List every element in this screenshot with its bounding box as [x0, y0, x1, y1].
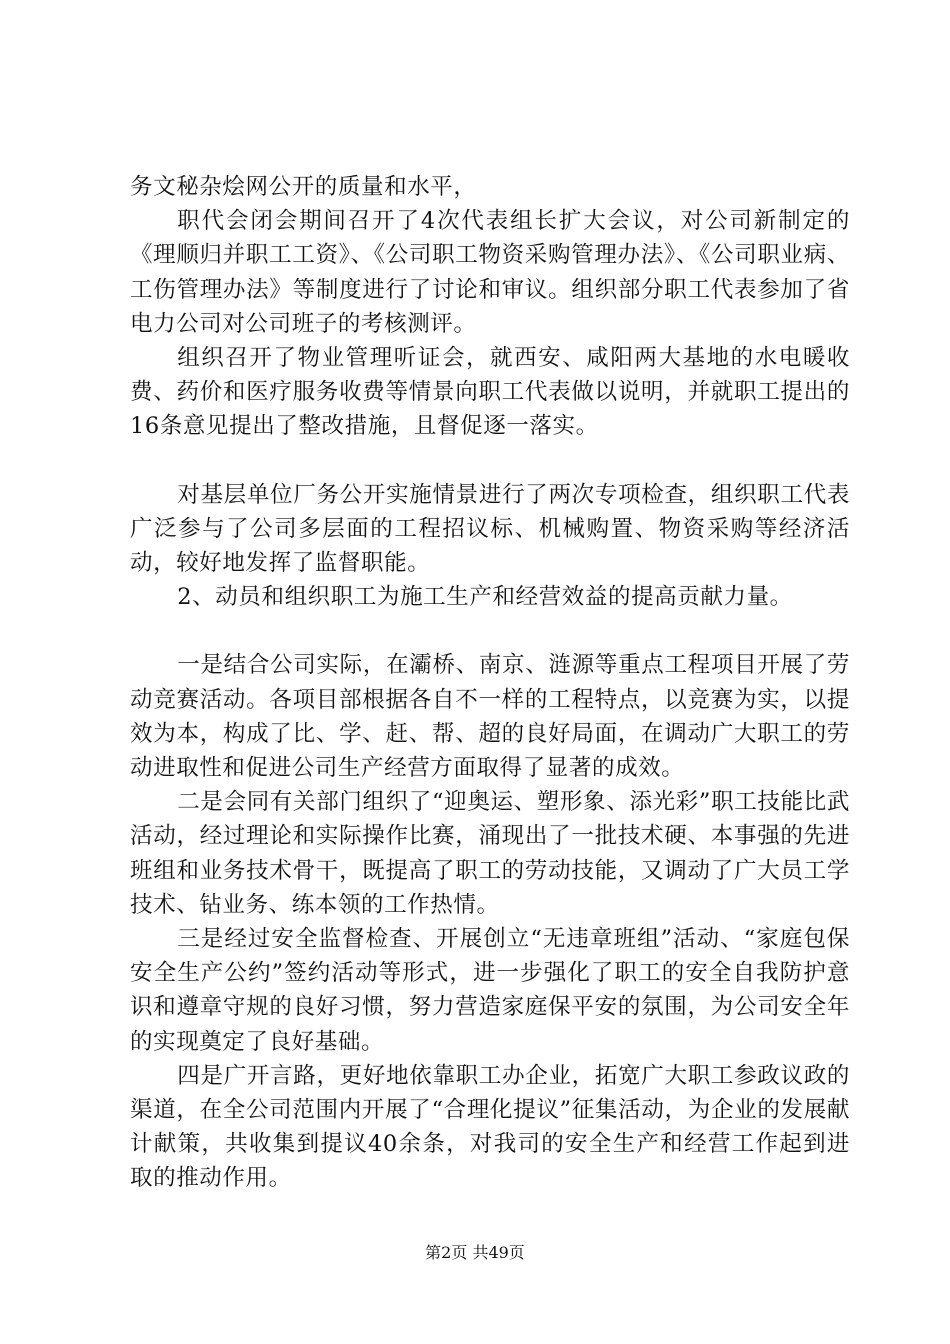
- paragraph-representative-meetings: 职代会闭会期间召开了4次代表组长扩大会议，对公司新制定的《理顺归并职工工资》、《公司职工物资采购管理办法》、《公司职业病、工伤管理办法》等制度进行了讨论和审议。组织部分职工代表参加了省电力公司对公司班子的考核测评。: [130, 208, 850, 337]
- page-number-footer: 第2页 共49页: [425, 1243, 525, 1262]
- paragraph-spacer: [130, 614, 850, 648]
- paragraph-special-inspection: 对基层单位厂务公开实施情景进行了两次专项检查，组织职工代表广泛参与了公司多层面的工程招议标、机械购置、物资采购等经济活动，较好地发挥了监督职能。: [130, 481, 850, 577]
- paragraph-skills-contest: 二是会同有关部门组织了“迎奥运、塑形象、添光彩”职工技能比武活动，经过理论和实际操作比赛，涌现出了一批技术硬、本事强的先进班组和业务技术骨干，既提高了职工的劳动技能，又调动了广大员工学技术、钻业务、练本领的工作热情。: [130, 789, 850, 918]
- paragraph-suggestions-campaign: 四是广开言路，更好地依靠职工办企业，拓宽广大职工参政议政的渠道，在全公司范围内开展了“合理化提议”征集活动，为企业的发展献计献策，共收集到提议40余条，对我司的安全生产和经营工作起到进取的推动作用。: [130, 1062, 850, 1192]
- section-heading-mobilize-workers: 2、动员和组织职工为施工生产和经营效益的提高贡献力量。: [177, 584, 793, 611]
- document-body: [130, 170, 850, 1196]
- paragraph-property-hearing: 组织召开了物业管理听证会，就西安、咸阳两大基地的水电暖收费、药价和医疗服务收费等情景向职工代表做以说明，并就职工提出的16条意见提出了整改措施，且督促逐一落实。: [130, 345, 850, 440]
- paragraph-labor-competition: 一是结合公司实际，在灞桥、南京、涟源等重点工程项目开展了劳动竞赛活动。各项目部根据各自不一样的工程特点，以竞赛为实，以提效为本，构成了比、学、赶、帮、超的良好局面，在调动广大职工的劳动进取性和促进公司生产经营方面取得了显著的成效。: [130, 652, 850, 782]
- paragraph-spacer: [130, 444, 850, 478]
- paragraph-safety-supervision: 三是经过安全监督检查、开展创立“无违章班组”活动、“家庭包保安全生产公约”签约活动等形式，进一步强化了职工的安全自我防护意识和遵章守规的良好习惯，努力营造家庭保平安的氛围，为公司安全年的实现奠定了良好基础。: [130, 926, 850, 1055]
- paragraph-continuation: 务文秘杂烩网公开的质量和水平，: [130, 174, 477, 200]
